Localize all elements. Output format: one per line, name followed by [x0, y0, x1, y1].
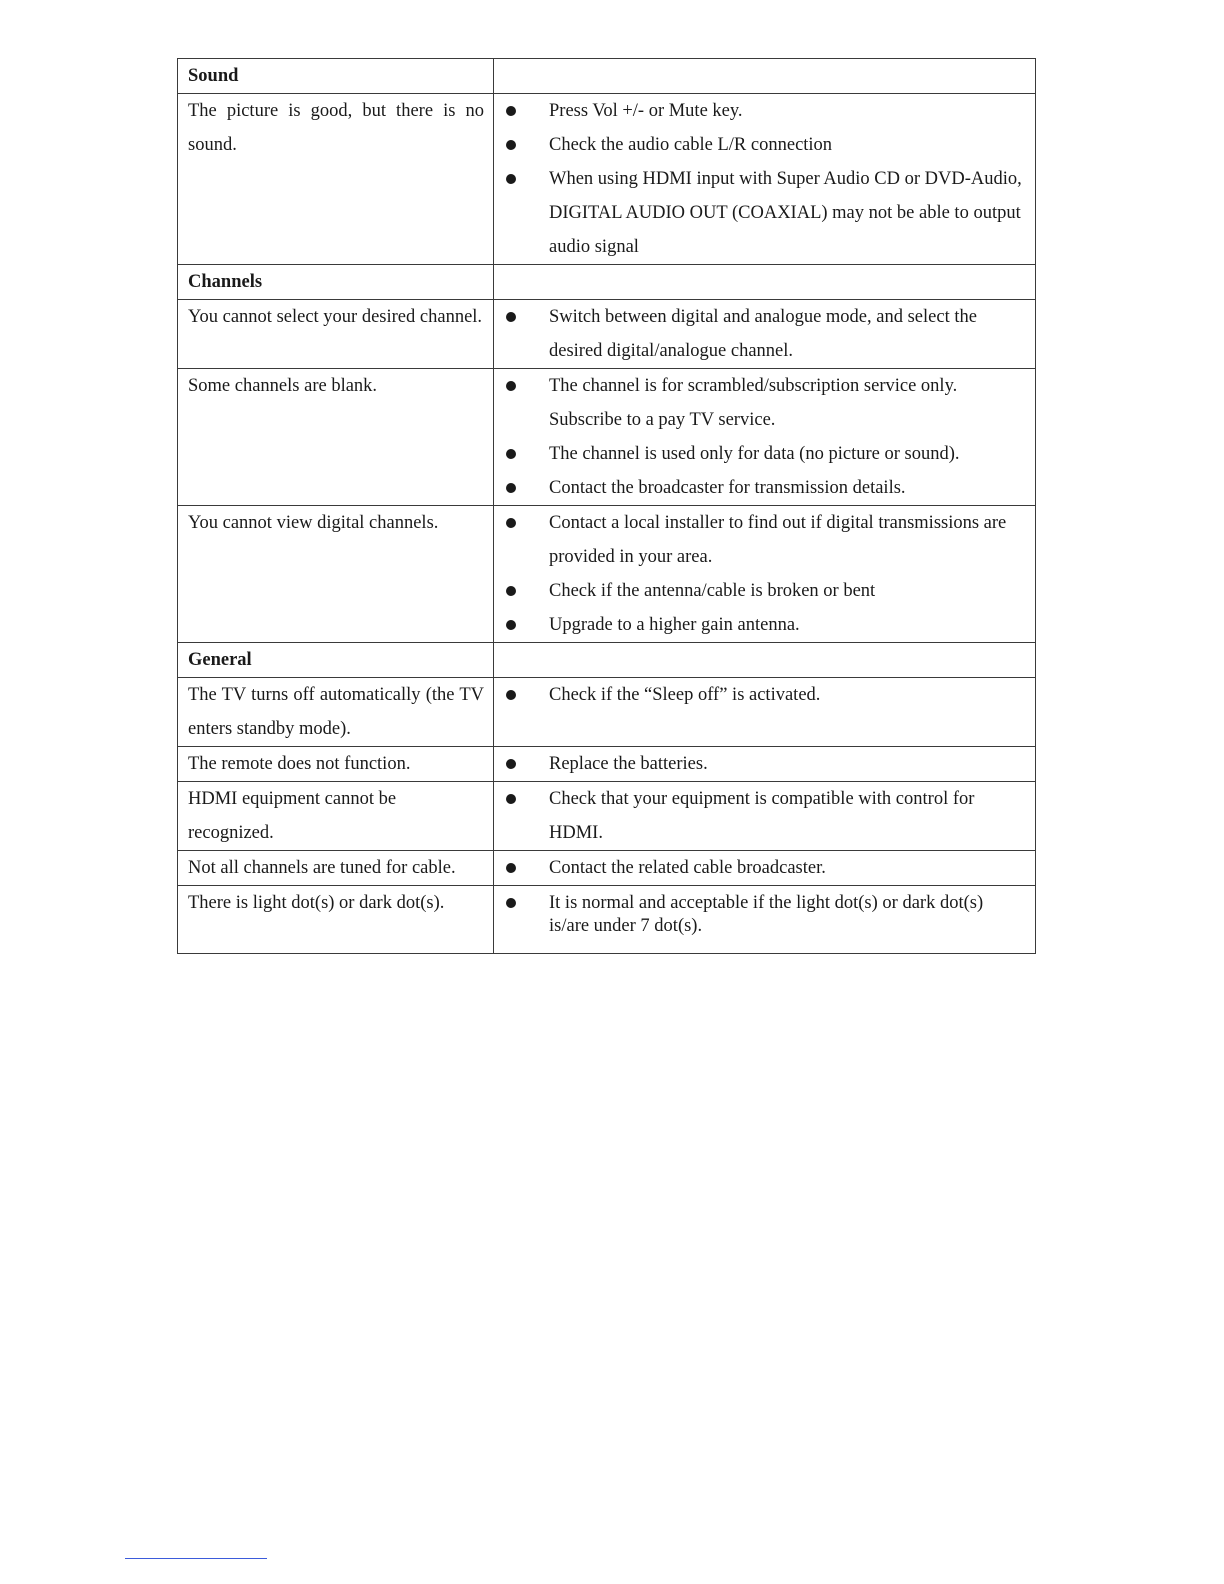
bullet-icon [506, 449, 516, 459]
solution-text: Contact a local installer to find out if digital transmissions are provided in your area. [549, 513, 1007, 567]
solution-text: Replace the batteries. [549, 754, 708, 774]
section-heading-sound: Sound [178, 59, 494, 94]
solution-text: Press Vol +/- or Mute key. [549, 101, 743, 121]
solution-text: Check if the “Sleep off” is activated. [549, 685, 821, 705]
bullet-icon [506, 381, 516, 391]
bullet-icon [506, 690, 516, 700]
solution-item [494, 162, 1025, 264]
solution-text: Upgrade to a higher gain antenna. [549, 615, 800, 635]
bullet-icon [506, 898, 516, 908]
bullet-icon [506, 106, 516, 116]
bullet-icon [506, 174, 516, 184]
solution-text: The channel is for scrambled/subscription service only. Subscribe to a pay TV service. [549, 376, 958, 430]
table-row [178, 94, 1036, 265]
solution-cell [494, 300, 1036, 369]
bullet-icon [506, 759, 516, 769]
problem-cell: The picture is good, but there is no sound. [178, 94, 494, 265]
problem-cell: The TV turns off automatically (the TV enters standby mode). [178, 678, 494, 747]
section-header-empty-cell [494, 265, 1036, 300]
bullet-icon [506, 863, 516, 873]
table-row [178, 506, 1036, 643]
solution-cell [494, 94, 1036, 265]
section-heading-general: General [178, 643, 494, 678]
solution-text: Contact the broadcaster for transmission details. [549, 478, 906, 498]
solution-item [494, 506, 1025, 574]
table-row [178, 886, 1036, 954]
solution-item [494, 608, 1025, 642]
solution-item [494, 782, 1025, 850]
table-row [178, 678, 1036, 747]
solution-item [494, 437, 1025, 471]
section-header-empty-cell [494, 59, 1036, 94]
solution-item [494, 574, 1025, 608]
solution-text: Switch between digital and analogue mode, and select the desired digital/analogue channel. [549, 307, 977, 361]
problem-cell: There is light dot(s) or dark dot(s). [178, 886, 494, 954]
solution-item [494, 851, 1025, 885]
solution-item [494, 471, 1025, 505]
solution-cell [494, 851, 1036, 886]
solution-text: Contact the related cable broadcaster. [549, 858, 826, 878]
solution-text: Check if the antenna/cable is broken or bent [549, 581, 876, 601]
solution-item [494, 886, 1025, 938]
problem-cell: You cannot select your desired channel. [178, 300, 494, 369]
troubleshooting-table [177, 58, 1036, 954]
solution-text: It is normal and acceptable if the light dot(s) or dark dot(s) is/are under 7 dot(s). [549, 893, 984, 936]
bullet-icon [506, 312, 516, 322]
table-row [178, 851, 1036, 886]
section-header-row [178, 265, 1036, 300]
bullet-icon [506, 586, 516, 596]
section-header-row [178, 59, 1036, 94]
solution-item [494, 94, 1025, 128]
solution-item [494, 300, 1025, 368]
section-header-row [178, 643, 1036, 678]
solution-text: Check the audio cable L/R connection [549, 135, 833, 155]
solution-cell [494, 506, 1036, 643]
solution-cell [494, 678, 1036, 747]
solution-item [494, 128, 1025, 162]
bullet-icon [506, 620, 516, 630]
solution-cell [494, 369, 1036, 506]
table-row [178, 747, 1036, 782]
footer-divider [125, 1558, 267, 1559]
problem-cell: The remote does not function. [178, 747, 494, 782]
problem-cell: Not all channels are tuned for cable. [178, 851, 494, 886]
solution-text: When using HDMI input with Super Audio CD or DVD-Audio, DIGITAL AUDIO OUT (COAXIAL) may not be able to output audio signal [549, 169, 1022, 257]
solution-cell [494, 782, 1036, 851]
table-row [178, 369, 1036, 506]
solution-text: The channel is used only for data (no picture or sound). [549, 444, 960, 464]
solution-cell [494, 747, 1036, 782]
bullet-icon [506, 483, 516, 493]
bullet-icon [506, 794, 516, 804]
bullet-icon [506, 518, 516, 528]
solution-item [494, 678, 1025, 712]
solution-cell [494, 886, 1036, 954]
solution-item [494, 369, 1025, 437]
problem-cell: Some channels are blank. [178, 369, 494, 506]
solution-text: Check that your equipment is compatible with control for HDMI. [549, 789, 975, 843]
problem-text: HDMI equipment cannot be recognized. [188, 789, 397, 843]
table-row [178, 300, 1036, 369]
solution-item [494, 747, 1025, 781]
section-header-empty-cell [494, 643, 1036, 678]
problem-cell: You cannot view digital channels. [178, 506, 494, 643]
bullet-icon [506, 140, 516, 150]
problem-cell [178, 782, 494, 851]
table-row [178, 782, 1036, 851]
section-heading-channels: Channels [178, 265, 494, 300]
